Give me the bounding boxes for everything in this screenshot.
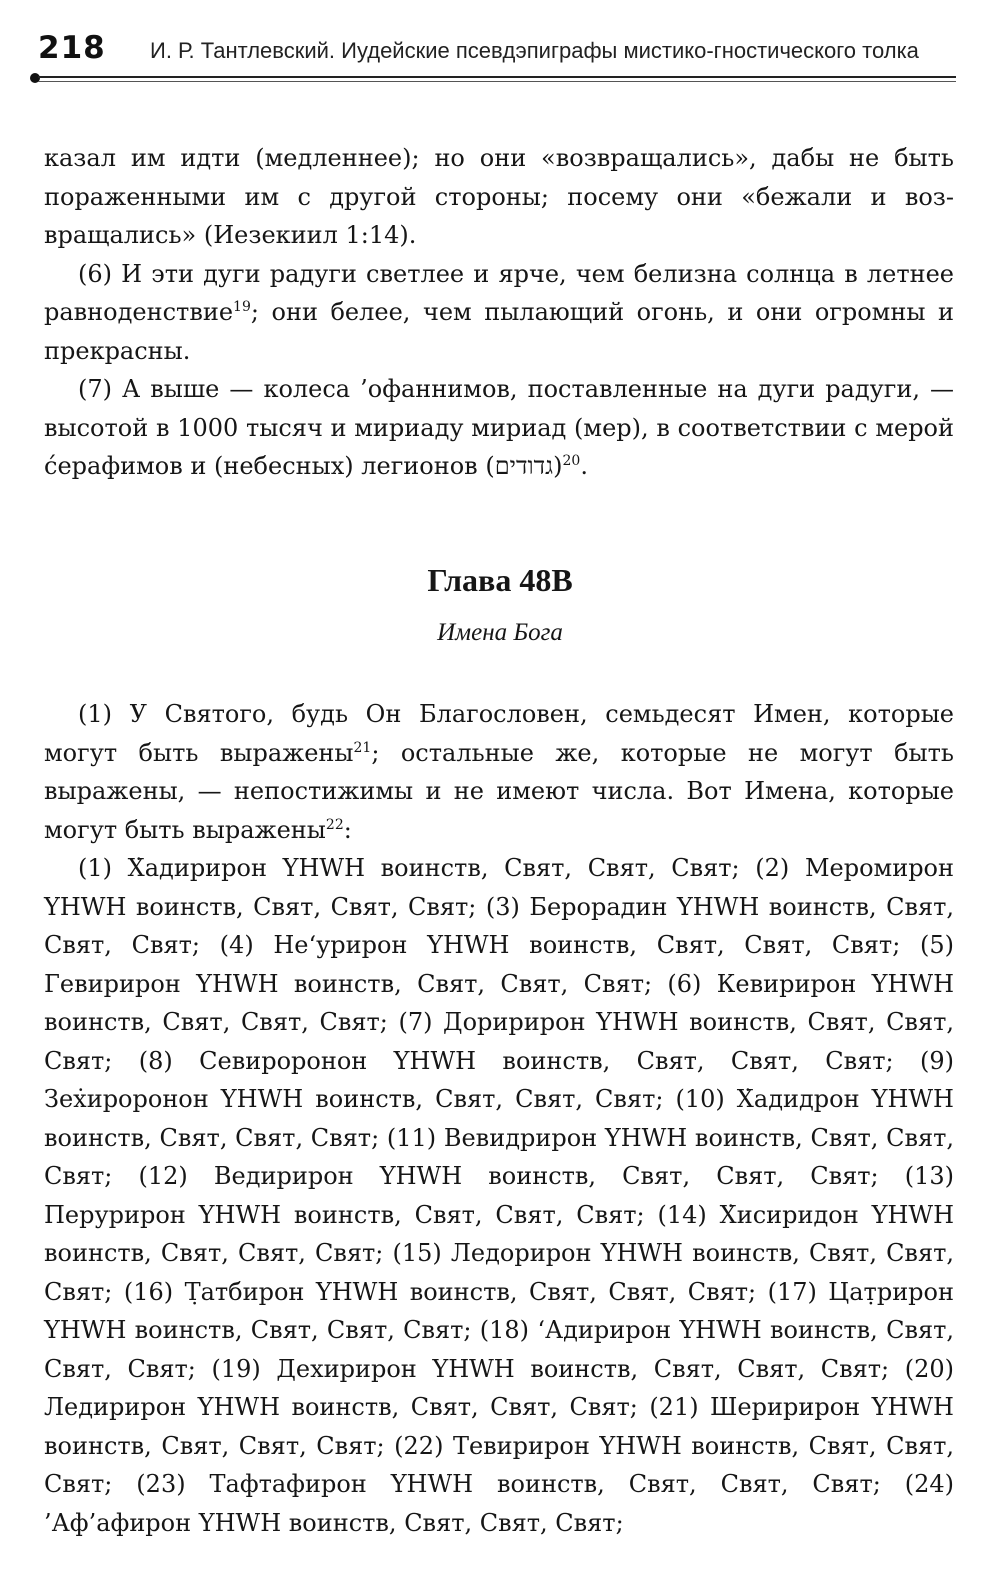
paragraph-text-mid: ; остальные же, которые не могут быть выражены, — непостижимы и не имеют числа. Вот Имена, которые могут быть выражены (44, 738, 954, 844)
header-rule-thick (38, 76, 956, 78)
paragraph-text: (1) Х̇адирирон YHWH воинств, Свят, Свят, Свят; (2) Меромирон YHWH воинств, Свят, Свят, Свят; (3) Берорадин YHWH воинств, Свят, Свят, Свят; (4) Не‘урирон YHWH воинств, Свят, Свят, Свят; (5) Гевирирон YHWH воинств, Свят, Свят, Свят; (6) Кевирирон YHWH воинств, Свят, Свят, Свят; (7) Доририрон YHWH воинств, Свят, Свят, Свят; (8) Севироронон YHWH воинств, Свят, Свят, Свят; (9) Зех̇ироронон YHWH воинств, Свят, Свят, Свят; (10) Х̇адидрон YHWH воинств, Свят, Свят, Свят; (11) Вевидрирон YHWH воинств, Свят, Свят, Свят; (12) Ведирирон YHWH воинств, Свят, Свят, Свят; (13) Перурирон YHWH воинств, Свят, Свят, Свят; (14) Х̇исиридон YHWH воинств, Свят, Свят, Свят; (15) Ледорирон YHWH воинств, Свят, Свят, Свят; (16) Т̣атбирон YHWH воинств, Свят, Свят, Свят; (17) Цат̣рирон YHWH воинств, Свят, Свят, Свят; (18) ‘Адирирон YHWH воинств, Свят, Свят, Свят; (19) Дехирирон YHWH воинств, Свят, Свят, Свят; (20) Ледирирон YHWH воинств, Свят, Свят, Свят; (21) Шеририрон YHWH воинств, Свят, Свят, Свят; (22) Тевирирон YHWH воинств, Свят, Свят, Свят; (23) Тафтафирон YHWH воинств, Свят, Свят, Свят; (24) ’Аф’афирон YHWH воинств, Свят, Свят, Свят; (44, 854, 954, 1537)
paragraph-names-intro (44, 695, 954, 849)
paragraph-text: (6) И эти дуги радуги светлее и ярче, чем белизна солнца в летнее равноденствие (44, 259, 954, 326)
paragraph-text: (7) А выше — колеса ’офаннимов, поставленные на дуги радуги, — высотой в 1000 тысяч и мириаду мириад (мер), в соответствии с мерой ćерафимов и (небесных) легионов (גדודים) (44, 375, 954, 480)
page-header (0, 0, 1000, 100)
top-text-block (44, 139, 954, 486)
chapter-title: Глава 48В (427, 562, 573, 598)
header-rule-thin (38, 81, 956, 82)
footnote-ref-21: 21 (353, 739, 372, 756)
running-title: И. Р. Тантлевский. Иудейские псевдэпиграфы мистико-гностического толка (150, 38, 919, 63)
paragraph-text: казал им идти (медленнее); но они «возвращались», дабы не быть пораженными им с другой стороны; посему они «бежали и возвращались» (Иезекиил 1:14). (44, 144, 954, 249)
paragraph-7 (44, 370, 954, 486)
paragraph-6 (44, 255, 954, 371)
paragraph-continued (44, 139, 954, 255)
footnote-ref-19: 19 (233, 299, 251, 315)
paragraph-text-tail: : (343, 815, 352, 844)
paragraph-names-list (44, 849, 954, 1542)
page-number: 218 (38, 30, 106, 66)
footnote-ref-22: 22 (325, 816, 344, 833)
footnote-ref-20: 20 (562, 453, 581, 469)
bottom-text-block (44, 695, 954, 1542)
chapter-subtitle: Имена Бога (437, 619, 563, 646)
paragraph-text-tail: . (580, 452, 588, 480)
paragraph-text-tail: ; они белее, чем пылающий огонь, и они огромны и прекрасны. (44, 298, 954, 365)
paragraph-text: (1) У Святого, будь Он Благословен, семьдесят Имен, которые могут быть выражены (44, 700, 954, 767)
